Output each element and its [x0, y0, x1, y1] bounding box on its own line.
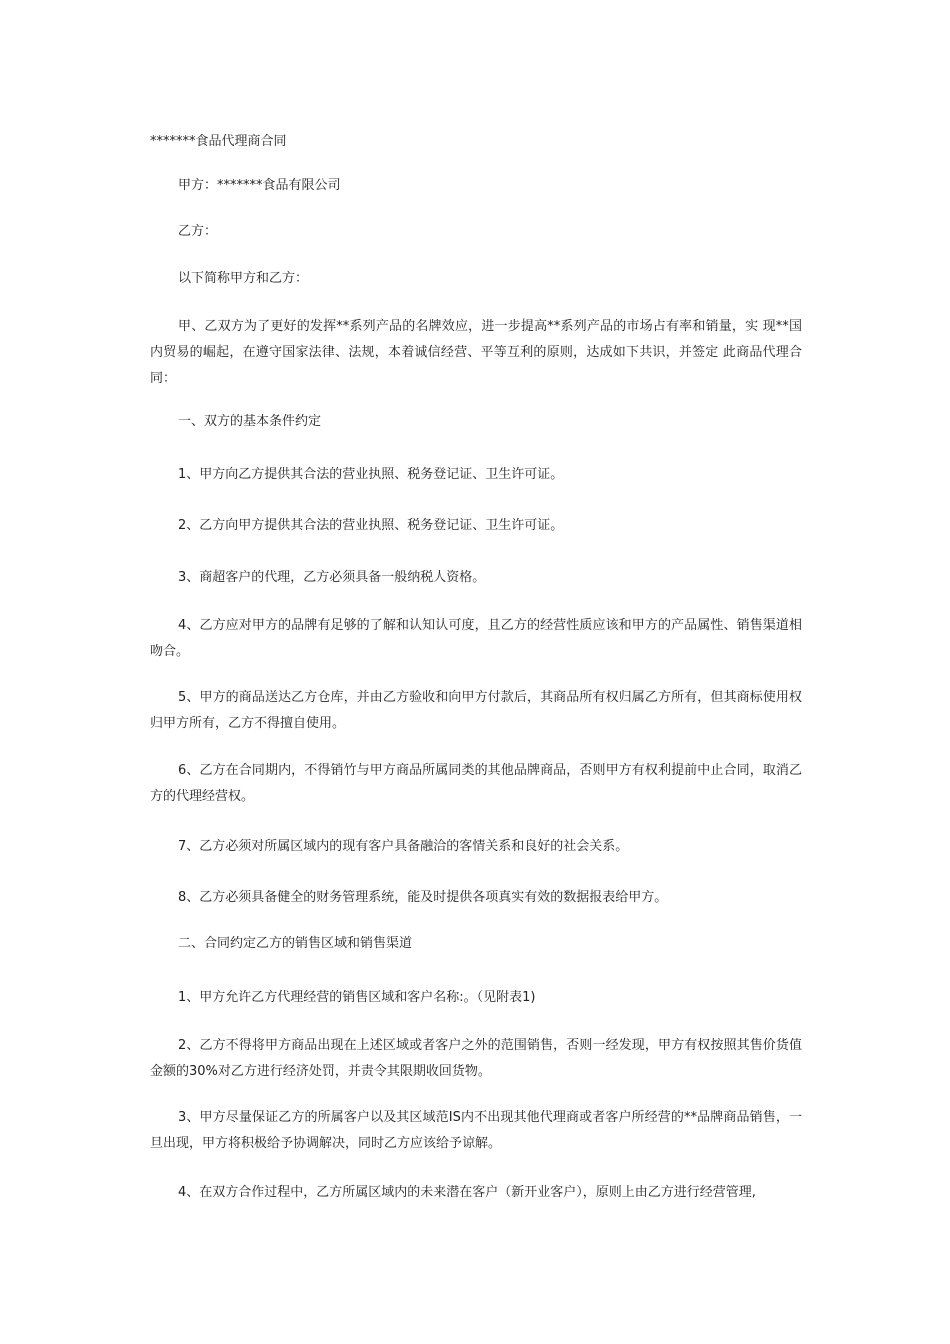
section-1-item-4: 4、乙方应对甲方的品牌有足够的了解和认知认可度，且乙方的经营性质应该和甲方的产品属性、销售渠道相吻合。: [150, 618, 802, 659]
section-1-item-1: 1、甲方向乙方提供其合法的营业执照、税务登记证、卫生许可证。: [178, 467, 564, 482]
section-2-item-3: 3、甲方尽量保证乙方的所属客户以及其区域范IS内不出现其他代理商或者客户所经营的**品牌商品销售，一旦出现，甲方将积极给予协调解决，同时乙方应该给予谅解。: [150, 1110, 802, 1151]
hereinafter-statement: 以下简称甲方和乙方：: [178, 271, 309, 286]
section-1-item-8: 8、乙方必须具备健全的财务管理系统，能及时提供各项真实有效的数据报表给甲方。: [178, 890, 668, 905]
section-1-heading: 一、双方的基本条件约定: [178, 414, 322, 429]
contract-title: *******食品代理商合同: [150, 134, 287, 149]
section-2-item-1: 1、甲方允许乙方代理经营的销售区域和客户名称:。（见附表1): [178, 990, 536, 1005]
party-a: 甲方：*******食品有限公司: [178, 178, 341, 193]
party-b: 乙方：: [178, 224, 218, 239]
preamble-paragraph: 甲、乙双方为了更好的发挥**系列产品的名牌效应，进一步提高**系列产品的市场占有率和销量，实 现**国内贸易的崛起，在遵守国家法律、法规，本着诚信经营、平等互利的原则，达成如下共识，并签定 此商品代理合同：: [150, 319, 802, 386]
section-1-item-5: 5、甲方的商品送达乙方仓库，并由乙方验收和向甲方付款后，其商品所有权归属乙方所有，但其商标使用权归甲方所有，乙方不得擅自使用。: [150, 690, 802, 731]
section-2-item-2: 2、乙方不得将甲方商品出现在上述区域或者客户之外的范围销售，否则一经发现，甲方有权按照其售价货值金额的30%对乙方进行经济处罚，并责令其限期收回货物。: [150, 1038, 802, 1079]
section-1-item-7: 7、乙方必须对所属区域内的现有客户具备融洽的客情关系和良好的社会关系。: [178, 839, 629, 854]
section-2-heading: 二、合同约定乙方的销售区域和销售渠道: [178, 936, 413, 951]
section-2-item-4: 4、在双方合作过程中，乙方所属区域内的未来潜在客户（新开业客户），原则上由乙方进行经营管理,: [178, 1185, 756, 1200]
section-1-item-2: 2、乙方向甲方提供其合法的营业执照、税务登记证、卫生许可证。: [178, 518, 564, 533]
section-1-item-6: 6、乙方在合同期内，不得销竹与甲方商品所属同类的其他品牌商品，否则甲方有权利提前中止合同，取消乙方的代理经营权。: [150, 763, 802, 804]
section-1-item-3: 3、商超客户的代理，乙方必须具备一般纳税人资格。: [178, 570, 486, 585]
